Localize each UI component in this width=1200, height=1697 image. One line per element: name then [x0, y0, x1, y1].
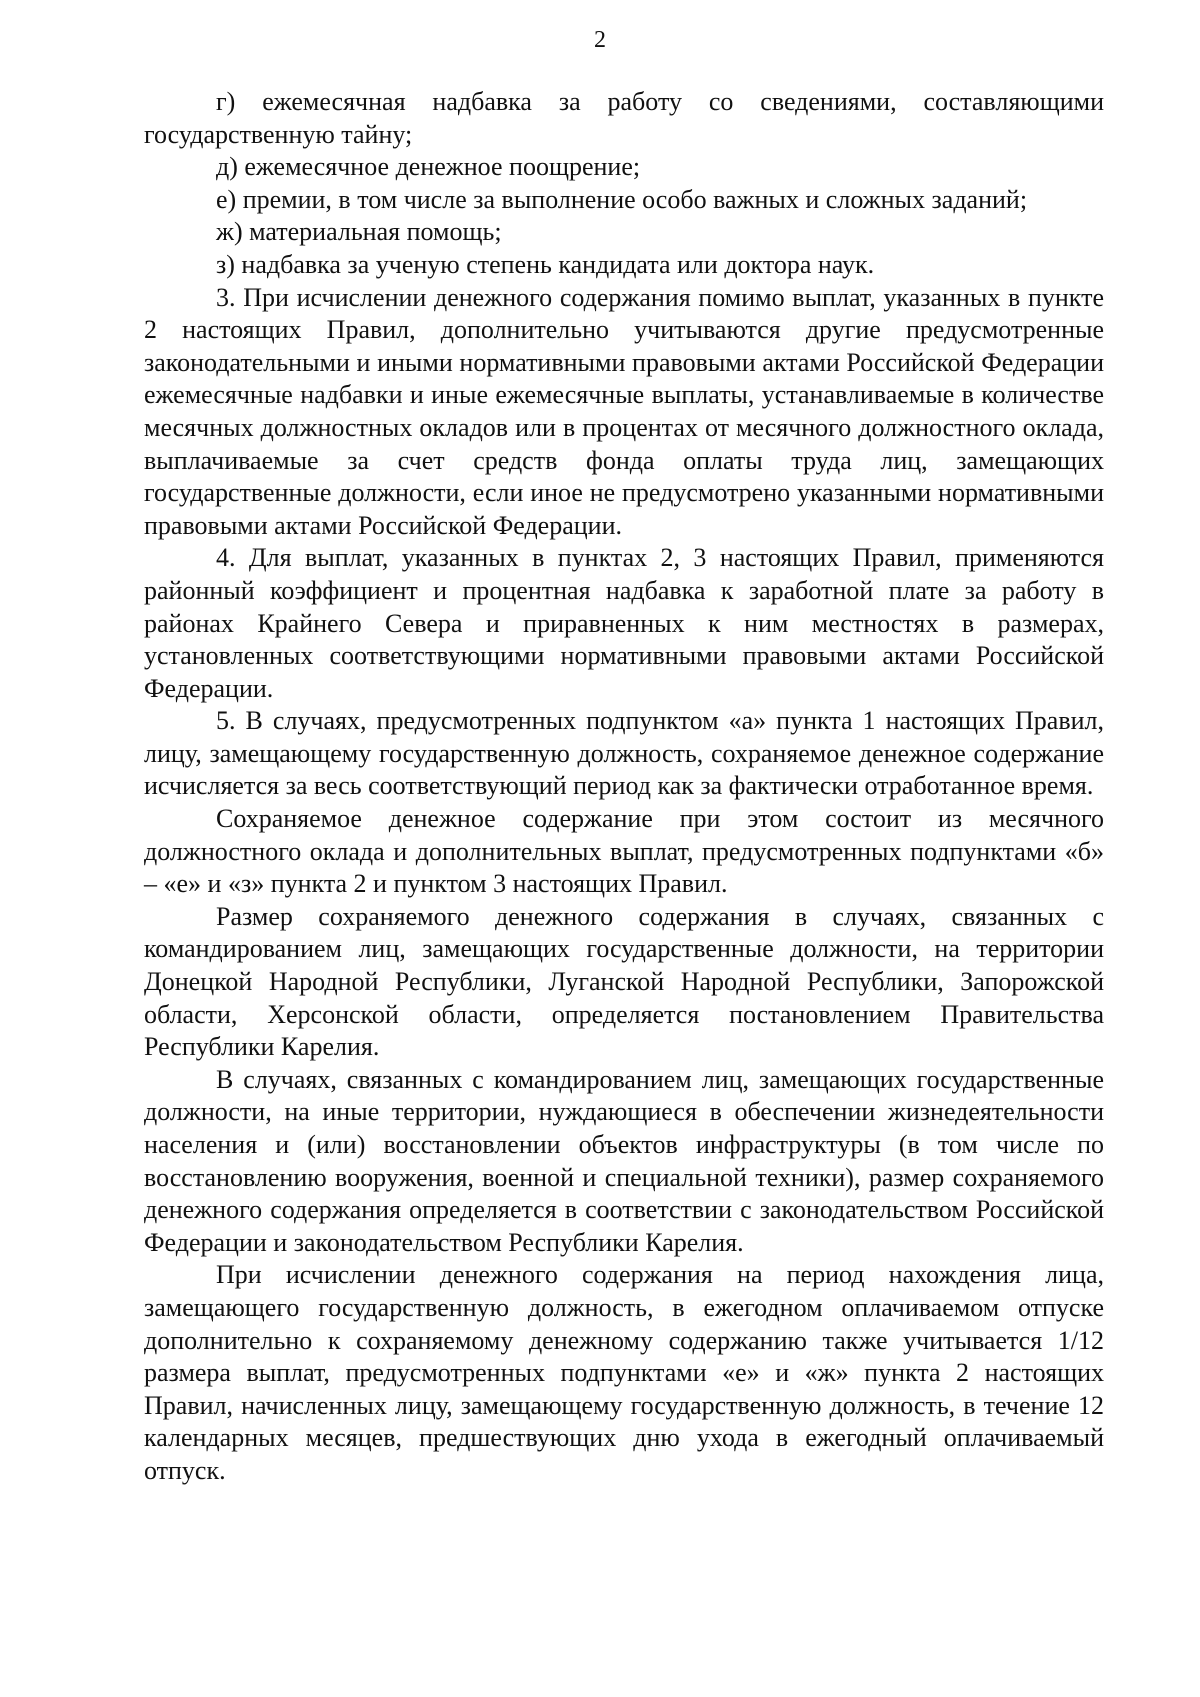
paragraph-item-5-composition: Сохраняемое денежное содержание при этом состоит из месячного должностного оклада и дополнительных выплат, предусмотренных подпунктами «б» – «е» и «з» пункта 2 и пунктом 3 настоящих Правил. — [144, 804, 1104, 899]
paragraph-item-3: 3. При исчислении денежного содержания помимо выплат, указанных в пункте 2 настоящих Правил, дополнительно учитываются другие предусмотренные законодательными и иными нормативными правовыми актами Российской Федерации ежемесячные надбавки и иные ежемесячные выплаты, устанавливаемые в количестве месячных должностных окладов или в процентах от месячного должностного оклада, выплачиваемые за счет средств фонда оплаты труда лиц, замещающих государственные должности, если иное не предусмотрено указанными нормативными правовыми актами Российской Федерации. — [144, 282, 1104, 540]
paragraph-subitem-zh: ж) материальная помощь; — [216, 217, 502, 247]
paragraph-subitem-e: е) премии, в том числе за выполнение особо важных и сложных заданий; — [216, 184, 1028, 214]
paragraph-item-4: 4. Для выплат, указанных в пунктах 2, 3 настоящих Правил, применяются районный коэффициент и процентная надбавка к заработной плате за работу в районах Крайнего Севера и приравненных к ним местностях в размерах, установленных соответствующими нормативными правовыми актами Российской Федерации. — [144, 543, 1104, 703]
document-body — [144, 86, 1104, 1488]
paragraph-subitem-z: з) надбавка за ученую степень кандидата или доктора наук. — [216, 249, 875, 279]
paragraph-item-5-vacation: При исчислении денежного содержания на период нахождения лица, замещающего государственную должность, в ежегодном оплачиваемом отпуске дополнительно к сохраняемому денежному содержанию также учитывается 1/12 размера выплат, предусмотренных подпунктами «е» и «ж» пункта 2 настоящих Правил, начисленных лицу, замещающему государственную должность, в течение 12 календарных месяцев, предшествующих дню ухода в ежегодный оплачиваемый отпуск. — [144, 1260, 1104, 1485]
paragraph-subitem-g: г) ежемесячная надбавка за работу со сведениями, составляющими государственную тайну; — [144, 87, 1104, 149]
paragraph-item-5-other-territories: В случаях, связанных с командированием лиц, замещающих государственные должности, на иные территории, нуждающиеся в обеспечении жизнедеятельности населения и (или) восстановлении объектов инфраструктуры (в том числе по восстановлению вооружения, военной и специальной техники), размер сохраняемого денежного содержания определяется в соответствии с законодательством Российской Федерации и законодательством Республики Карелия. — [144, 1064, 1104, 1257]
paragraph-subitem-d: д) ежемесячное денежное поощрение; — [216, 152, 641, 182]
paragraph-item-5: 5. В случаях, предусмотренных подпунктом «а» пункта 1 настоящих Правил, лицу, замещающему государственную должность, сохраняемое денежное содержание исчисляется за весь соответствующий период как за фактически отработанное время. — [144, 706, 1104, 801]
paragraph-item-5-territories: Размер сохраняемого денежного содержания в случаях, связанных с командированием лиц, замещающих государственные должности, на территории Донецкой Народной Республики, Луганской Народной Республики, Запорожской области, Херсонской области, определяется постановлением Правительства Республики Карелия. — [144, 901, 1104, 1062]
page-number: 2 — [594, 27, 606, 53]
